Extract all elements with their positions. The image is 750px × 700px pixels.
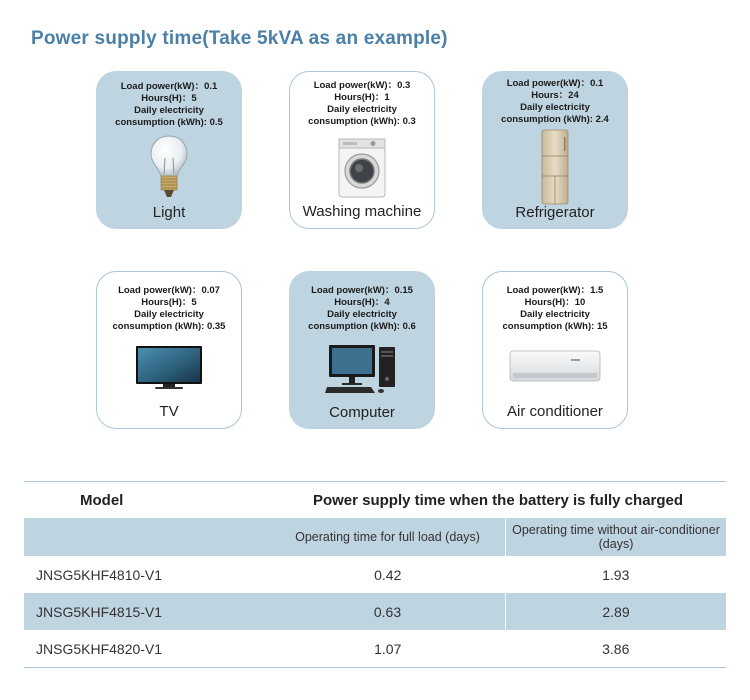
hours: Hours(H)：10 [524,297,586,308]
no-ac-cell: 2.89 [506,593,727,630]
appliance-specs [96,81,242,129]
table-row [24,556,726,593]
model-cell: JNSG5KHF4815-V1 [24,593,270,630]
no-ac-cell: 3.86 [506,630,727,668]
daily-electricity: Daily electricity [134,309,204,320]
load-power: Load power(kW)：0.15 [311,285,413,296]
appliance-name: TV [159,403,179,420]
hours: Hours(H)：5 [141,297,197,308]
consumption: consumption (kWh): 0.3 [308,116,416,127]
appliance-card-refrigerator [482,71,628,229]
table-row [24,593,726,630]
group-header: Power supply time when the battery is fully charged [270,482,726,519]
consumption: consumption (kWh): 15 [502,321,608,332]
appliance-name: Computer [329,404,395,421]
full-load-cell: 0.63 [270,593,506,630]
daily-electricity: Daily electricity [134,105,204,116]
no-ac-cell: 1.93 [602,566,630,583]
appliance-card-washing-machine [289,71,435,229]
consumption: consumption (kWh): 2.4 [501,114,609,125]
table-header-row [24,482,726,519]
hours: Hours(H)：4 [334,297,390,308]
full-load-cell: 0.42 [374,566,402,583]
full-load-cell: 1.07 [270,630,506,668]
tv-icon [97,342,241,394]
table-subheader-row [24,518,726,556]
consumption: consumption (kWh): 0.5 [115,117,223,128]
daily-electricity: Daily electricity [520,102,590,113]
hours: Hours(H)：5 [141,93,197,104]
power-supply-table [24,481,726,668]
model-cell: JNSG5KHF4820-V1 [24,630,270,668]
page-title: Power supply time(Take 5kVA as an example) [31,28,448,49]
load-power: Load power(kW)：1.5 [506,285,604,296]
air-conditioner-icon [483,346,627,388]
consumption: consumption (kWh): 0.35 [112,321,226,332]
hours: Hours(H)：1 [334,92,390,103]
consumption: consumption (kWh): 0.6 [308,321,416,332]
appliance-card-air-conditioner [482,271,628,429]
no-ac-header: Operating time without air-conditioner (days) [506,518,727,556]
daily-electricity: Daily electricity [327,104,397,115]
appliance-specs [290,80,434,128]
appliance-name: Air conditioner [507,403,603,420]
daily-electricity: Daily electricity [327,309,397,320]
washing-machine-icon [290,132,434,204]
appliance-specs [97,285,241,333]
hours: Hours：24 [531,90,579,101]
appliance-name: Washing machine [302,203,422,220]
appliance-specs [482,78,628,126]
appliance-name: Light [152,204,186,221]
appliance-specs [483,285,627,333]
appliance-card-tv [96,271,242,429]
daily-electricity: Daily electricity [520,309,590,320]
load-power: Load power(kW)：0.1 [506,78,604,89]
full-load-header: Operating time for full load (days) [270,518,506,556]
light-bulb-icon [96,131,242,203]
appliance-card-computer [289,271,435,429]
model-header: Model [24,482,270,519]
load-power: Load power(kW)：0.07 [118,285,220,296]
appliance-specs [289,285,435,333]
computer-icon [289,341,435,397]
table-row [24,630,726,668]
load-power: Load power(kW)：0.3 [313,80,411,91]
refrigerator-icon [482,131,628,203]
model-cell: JNSG5KHF4810-V1 [36,566,163,583]
appliance-name: Refrigerator [515,204,595,221]
appliance-card-light [96,71,242,229]
load-power: Load power(kW)：0.1 [120,81,218,92]
